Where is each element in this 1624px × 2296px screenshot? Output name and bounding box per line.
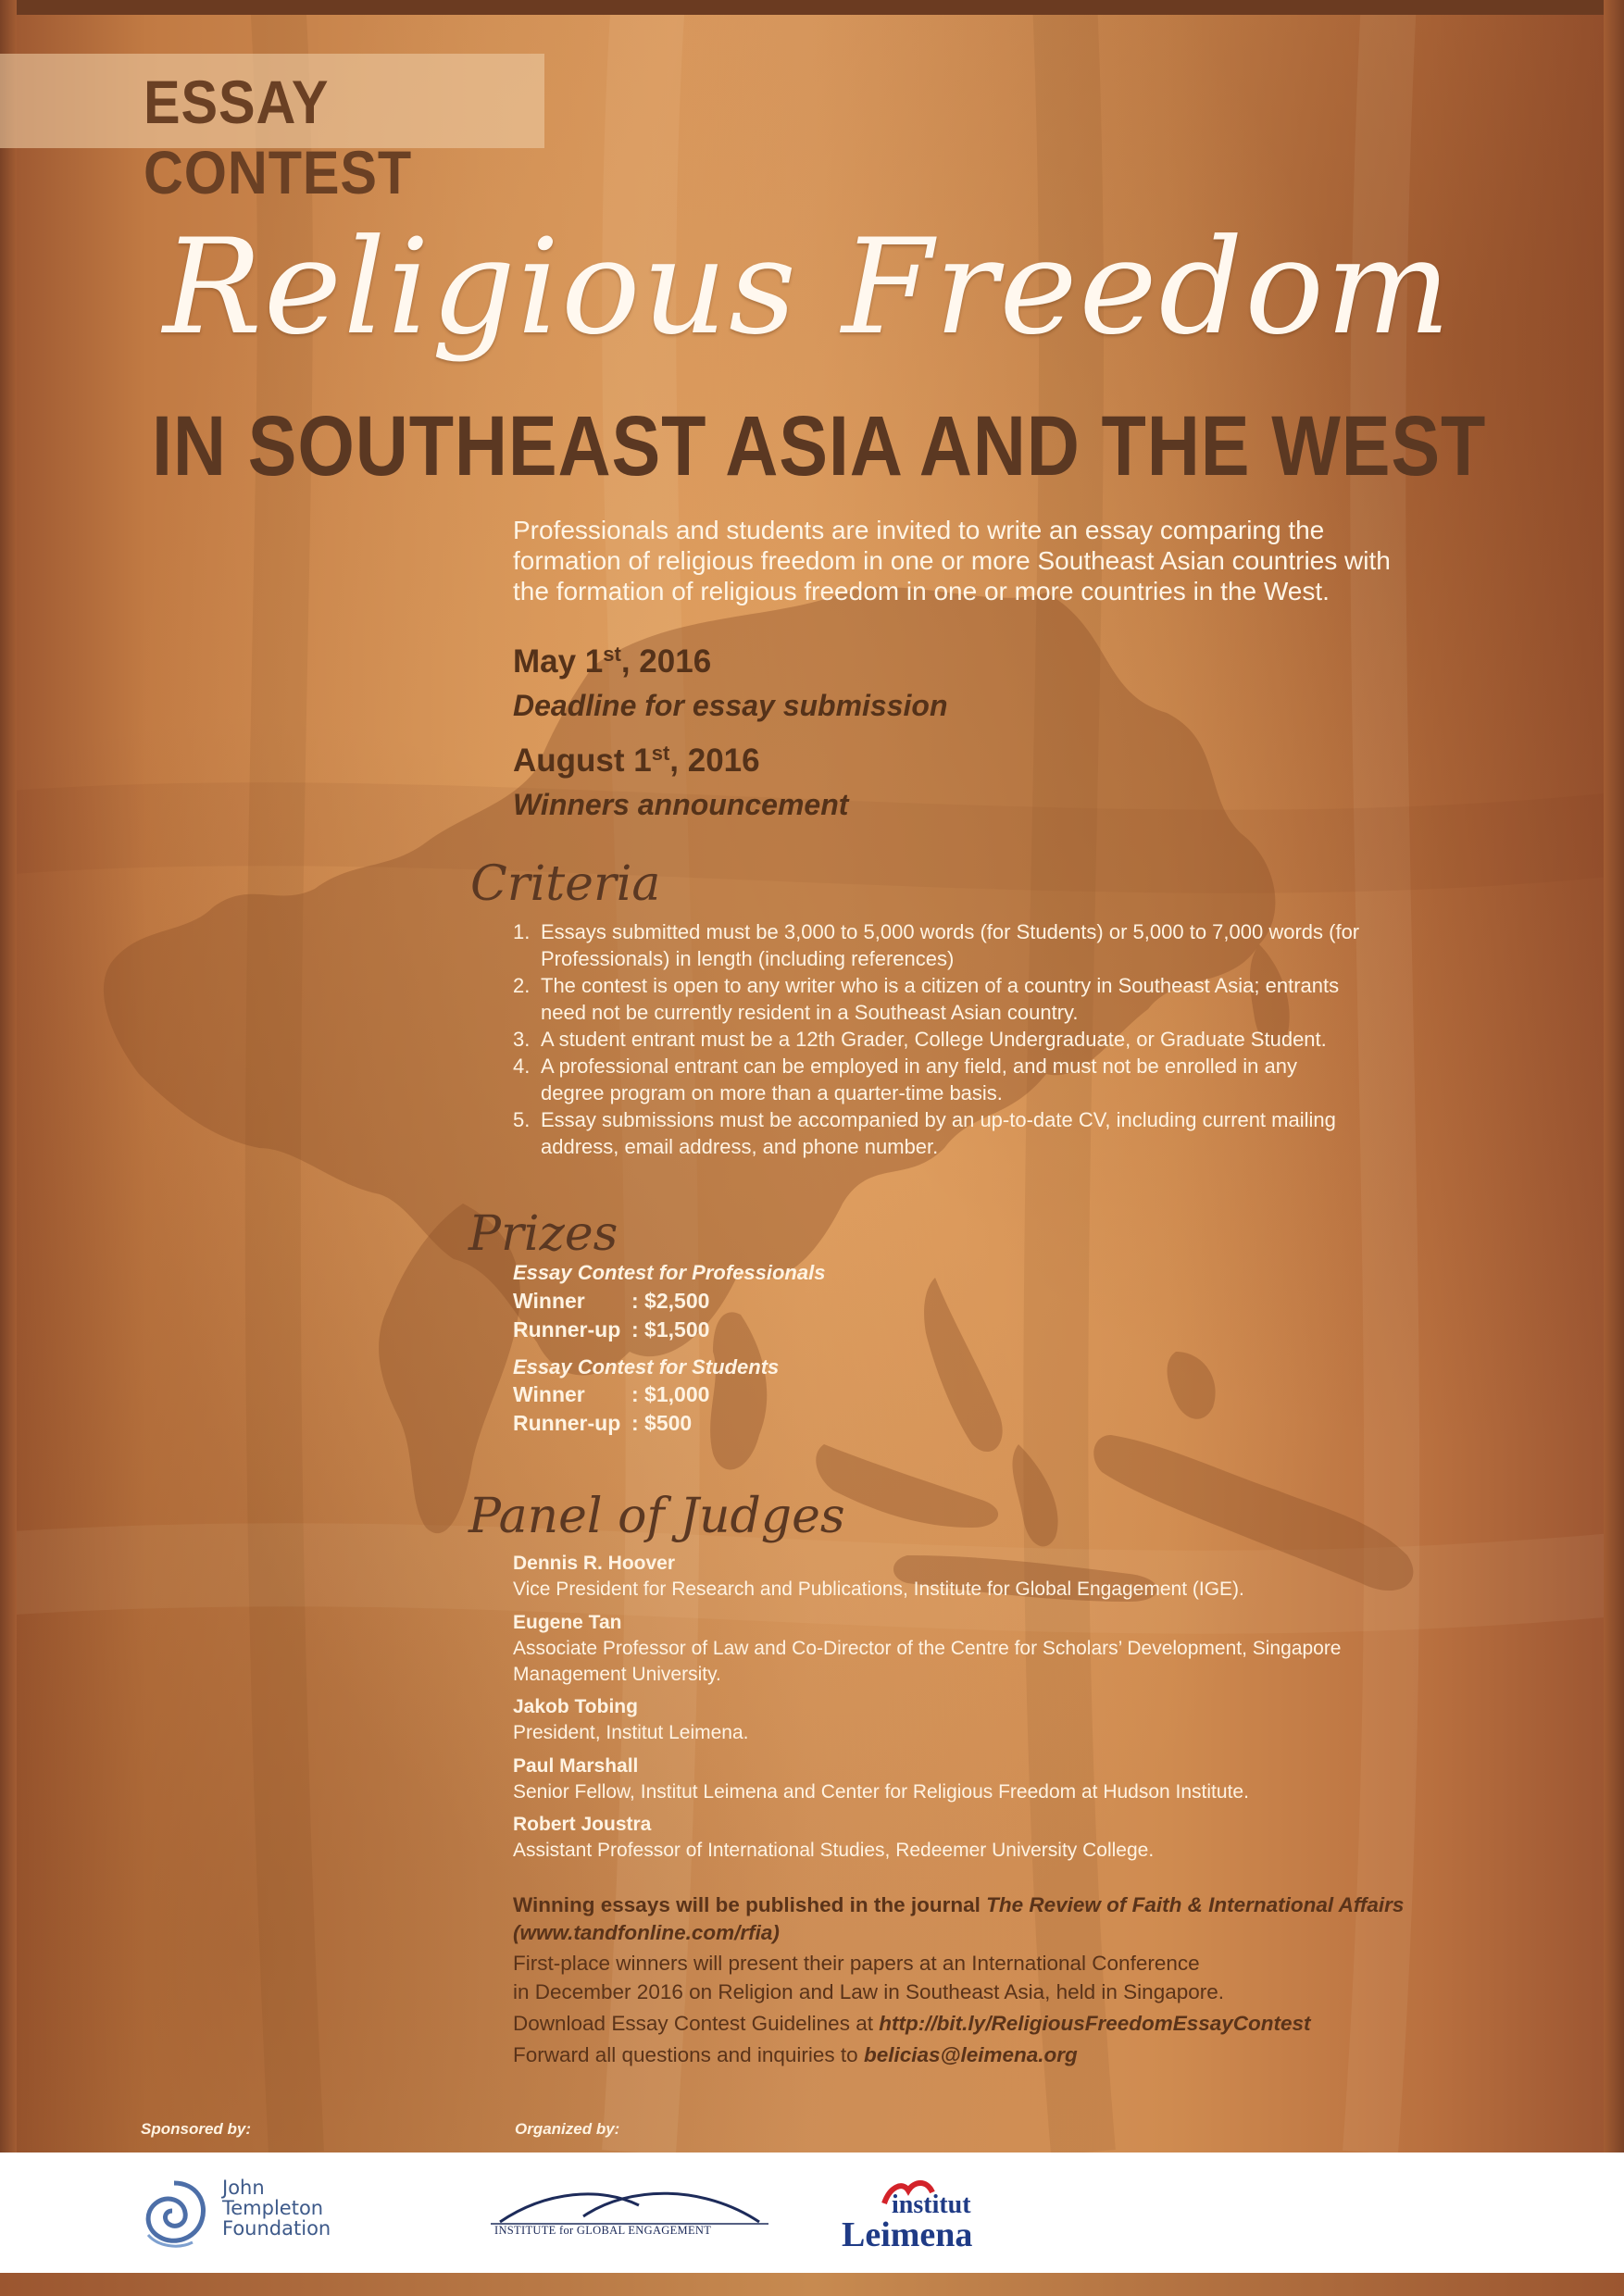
poster-title: Religious Freedom [163,211,1453,364]
announcement-caption: Winners announcement [513,788,849,821]
top-border [0,0,1624,15]
judge-role: Senior Fellow, Institut Leimena and Center for Religious Freedom at Hudson Institute. [513,1781,1249,1803]
intro-paragraph [513,515,1439,606]
criteria-heading: Criteria [470,856,661,912]
prize-category-students: Essay Contest for Students [513,1355,780,1379]
announcement-date: August 1st, 2016 [513,742,760,779]
sponsored-by-label: Sponsored by: [141,2120,252,2138]
nautilus-shell-icon [137,2177,211,2253]
institut-leimena-logo [838,2177,1005,2261]
prize-category-professionals: Essay Contest for Professionals [513,1261,826,1284]
guidelines-link[interactable]: http://bit.ly/ReligiousFreedomEssayContest [879,2012,1311,2035]
deadline-date: May 1st, 2016 [513,643,712,680]
poster-subtitle: IN SOUTHEAST ASIA AND THE WEST [152,399,1487,493]
leimena-bottom-word: Leimena [842,2215,973,2254]
footer-strip [0,2273,1624,2296]
john-templeton-foundation-logo [137,2174,350,2257]
intro-line: Professionals and students are invited to write an essay comparing the [513,516,1325,544]
contact-note: Forward all questions and inquiries to belicias@leimena.org [513,2043,1078,2066]
journal-link[interactable]: (www.tandfonline.com/rfia) [513,1921,780,1944]
jtf-line: Templeton [222,2197,324,2219]
prizes-heading: Prizes [468,1206,618,1262]
prize-row: Winner : $1,000 [513,1382,710,1406]
guidelines-note: Download Essay Contest Guidelines at http://bit.ly/ReligiousFreedomEssayContest [513,2012,1311,2035]
badge-label: ESSAY CONTEST [144,68,413,206]
judge-name: Jakob Tobing [513,1696,638,1717]
intro-line: the formation of religious freedom in one or more countries in the West. [513,577,1330,605]
essay-contest-badge [0,54,544,206]
criteria-item: 1. Essays submitted must be 3,000 to 5,000 words (for Students) or 5,000 to 7,000 words (for Professionals) in length (including references) [513,920,1360,970]
organized-by-label: Organized by: [515,2120,620,2138]
criteria-list [513,918,1430,1160]
criteria-item: 2. The contest is open to any writer who is a citizen of a country in Southeast Asia; entrants need not be currently resident in a Southeast Asian country. [513,974,1340,1024]
judge-name: Robert Joustra [513,1814,652,1835]
jtf-line: Foundation [222,2217,331,2240]
conference-note: First-place winners will present their papers at an International Conference [513,1952,1200,1975]
right-border [1604,0,1624,2157]
ige-arc-icon [491,2185,768,2226]
institute-for-global-engagement-logo [491,2185,768,2250]
judge-role: Associate Professor of Law and Co-Director of the Centre for Scholars’ Development, Singapore Management University. [513,1638,1342,1685]
prize-row: Runner-up : $1,500 [513,1317,710,1341]
left-border [0,0,17,2157]
judges-heading: Panel of Judges [468,1489,845,1544]
deadline-caption: Deadline for essay submission [513,689,948,722]
judge-name: Paul Marshall [513,1755,639,1777]
judge-role: Assistant Professor of International Studies, Redeemer University College. [513,1840,1155,1861]
conference-note: in December 2016 on Religion and Law in Southeast Asia, held in Singapore. [513,1980,1225,2003]
publication-note: Winning essays will be published in the journal The Review of Faith & International Affairs [513,1893,1405,1916]
leimena-top-word: institut [892,2190,971,2219]
judge-name: Eugene Tan [513,1612,622,1633]
prize-row: Runner-up : $500 [513,1411,693,1435]
judge-role: Vice President for Research and Publications, Institute for Global Engagement (IGE). [513,1578,1244,1600]
jtf-line: John [222,2177,265,2199]
judge-role: President, Institut Leimena. [513,1722,749,1743]
ige-wordmark: INSTITUTE for GLOBAL ENGAGEMENT [494,2224,712,2237]
prize-row: Winner : $2,500 [513,1289,710,1313]
judge-name: Dennis R. Hoover [513,1553,676,1574]
intro-line: formation of religious freedom in one or more Southeast Asian countries with [513,546,1391,575]
contact-email-link[interactable]: belicias@leimena.org [863,2043,1078,2066]
criteria-item: 5. Essay submissions must be accompanied by an up-to-date CV, including current mailing address, email address, and phone number. [513,1108,1336,1158]
criteria-item: 4. A professional entrant can be employed in any field, and must not be enrolled in any degree program on more than a quarter-time basis. [513,1054,1297,1104]
criteria-item: 3. A student entrant must be a 12th Grader, College Undergraduate, or Graduate Student. [513,1028,1327,1051]
